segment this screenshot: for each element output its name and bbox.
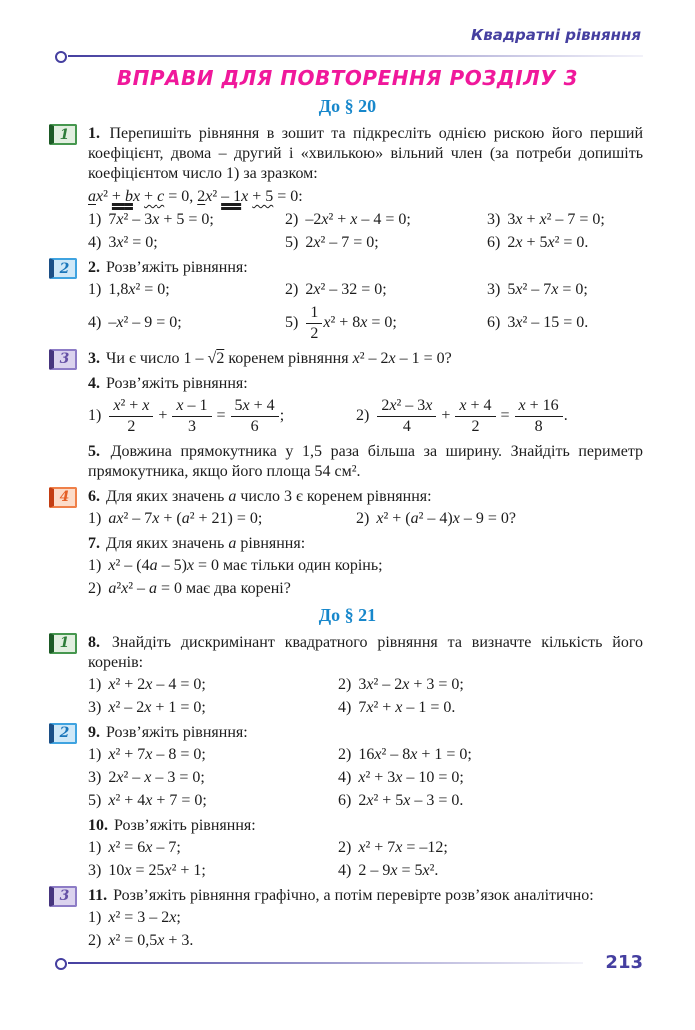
exercise-number: 2. xyxy=(88,259,104,276)
math-text: + xyxy=(437,406,455,424)
math-text: + 5 xyxy=(252,188,274,205)
item-label: 4) xyxy=(338,698,356,716)
difficulty-badge: 4 xyxy=(49,487,77,508)
math-text: ; xyxy=(279,406,285,424)
item-math xyxy=(108,396,285,435)
math-text: + c xyxy=(144,188,165,205)
item-math: x² = 3 – 2x; xyxy=(108,908,181,926)
exercises-area xyxy=(59,96,644,951)
fraction-denominator: 6 xyxy=(250,417,259,435)
item-math: x² – (4a – 5)x = 0 має тільки один корінь; xyxy=(108,556,383,574)
exercise-item xyxy=(88,233,285,253)
sample-equation xyxy=(88,187,643,207)
exercise-text xyxy=(88,349,643,369)
exercise-item xyxy=(487,280,643,300)
item-label: 3) xyxy=(88,698,106,716)
fraction-numerator: 5x + 4 xyxy=(231,397,279,417)
math-text: = 0: xyxy=(273,188,303,205)
section-heading: До § 20 xyxy=(318,96,377,116)
item-math: 3x² – 2x + 3 = 0; xyxy=(358,675,464,693)
item-math: 2x + 5x² = 0. xyxy=(507,234,589,251)
exercise-item xyxy=(356,396,643,437)
page-title: ВПРАВИ ДЛЯ ПОВТОРЕННЯ РОЗДІЛУ 3 xyxy=(116,66,579,90)
header-rule xyxy=(55,50,643,61)
exercise-number: 10. xyxy=(88,816,112,834)
item-grid xyxy=(88,280,643,344)
exercise-item xyxy=(338,791,643,811)
exercise-intro: Перепишіть рівняння в зошит та підкресліть однією рискою його перший коефіцієнт, двома – другий і «хвилькою» вільний член (за потреби допишіть коефіцієнтом число 1) за зразком: xyxy=(88,125,644,182)
exercise xyxy=(88,534,643,599)
exercise-text xyxy=(88,258,643,278)
fraction-numerator: 1 xyxy=(306,304,322,324)
exercise-item xyxy=(88,861,338,881)
exercise-intro: Для яких значень a рівняння: xyxy=(106,534,306,552)
math-text: x xyxy=(132,188,141,205)
exercise-text xyxy=(88,816,643,836)
item-label: 2) xyxy=(88,931,106,949)
exercise-number: 6. xyxy=(88,487,104,505)
item-label: 4) xyxy=(88,234,106,251)
exercise-text xyxy=(88,534,643,554)
math-text: 2 xyxy=(197,188,206,205)
difficulty-badge: 3 xyxy=(49,349,77,370)
exercise-item xyxy=(338,698,643,718)
rule-line xyxy=(68,962,583,964)
difficulty-badge: 1 xyxy=(49,633,77,654)
math-text: a xyxy=(88,188,96,205)
fraction xyxy=(231,397,279,436)
item-label: 2) xyxy=(338,675,356,693)
fraction xyxy=(172,397,211,436)
item-label: 4) xyxy=(338,861,356,879)
exercise-intro: Чи є число 1 – √2 коренем рівняння x² – 2x – 1 = 0? xyxy=(106,349,452,367)
item-math: 3x² = 0; xyxy=(108,234,158,251)
exercise-item xyxy=(285,303,487,344)
difficulty-badge: 2 xyxy=(49,723,77,744)
item-label: 6) xyxy=(487,314,505,332)
item-label: 1) xyxy=(88,908,106,926)
exercise-intro: Розв’яжіть рівняння: xyxy=(106,374,248,392)
exercise-item xyxy=(487,210,643,230)
item-math: 3x + x² – 7 = 0; xyxy=(507,211,605,228)
exercise-text xyxy=(88,374,643,394)
item-label: 4) xyxy=(88,314,106,332)
exercise-intro: Розв’яжіть рівняння: xyxy=(106,259,248,276)
exercise-item xyxy=(338,838,643,858)
exercise xyxy=(59,124,644,253)
exercise-item xyxy=(88,509,356,529)
item-math xyxy=(376,396,568,435)
exercise xyxy=(88,374,643,437)
item-math: x² + 2x – 4 = 0; xyxy=(108,675,206,693)
item-grid xyxy=(88,396,643,437)
exercise-item xyxy=(88,210,285,230)
exercise-item xyxy=(88,675,338,695)
item-grid xyxy=(88,210,643,253)
exercise-item xyxy=(88,579,643,599)
item-label: 1) xyxy=(88,838,106,856)
fraction xyxy=(306,304,322,343)
exercise-text xyxy=(88,124,643,207)
item-math: x² + 3x – 10 = 0; xyxy=(358,768,464,786)
exercise-text xyxy=(88,487,643,507)
fraction-denominator: 2 xyxy=(127,417,136,435)
item-math: ax² – 7x + (a² + 21) = 0; xyxy=(108,509,263,527)
item-label: 1) xyxy=(88,556,106,574)
fraction-denominator: 4 xyxy=(402,417,411,435)
rule-ring-icon xyxy=(55,51,67,63)
difficulty-badge: 3 xyxy=(49,886,77,907)
item-math xyxy=(305,304,397,342)
fraction-denominator: 2 xyxy=(471,417,480,435)
item-label: 3) xyxy=(487,211,505,228)
fraction-denominator: 3 xyxy=(187,417,196,435)
exercise-item xyxy=(356,509,643,529)
item-label: 1) xyxy=(88,281,106,298)
fraction-denominator: 8 xyxy=(534,417,543,435)
fraction-denominator: 2 xyxy=(310,324,319,342)
rule-ring-icon xyxy=(55,958,67,970)
exercise-item xyxy=(487,233,643,253)
exercise-number: 3. xyxy=(88,349,104,367)
item-label: 1) xyxy=(88,745,106,763)
fraction-numerator: x + 16 xyxy=(515,397,563,417)
item-label: 4) xyxy=(338,768,356,786)
item-grid xyxy=(88,838,643,881)
exercise-item xyxy=(285,233,487,253)
fraction-numerator: x² + x xyxy=(109,397,153,417)
math-text: x² xyxy=(205,188,218,205)
exercise-text xyxy=(88,886,643,906)
item-label: 1) xyxy=(88,509,106,527)
exercise-item xyxy=(88,931,643,951)
exercise-item xyxy=(88,280,285,300)
exercise-item xyxy=(88,768,338,788)
item-label: 2) xyxy=(338,838,356,856)
fraction xyxy=(109,397,153,436)
exercise-number: 11. xyxy=(88,886,112,904)
exercise-intro: Для яких значень a число 3 є коренем рівняння: xyxy=(106,487,432,505)
item-math: 2x² + 5x – 3 = 0. xyxy=(358,791,464,809)
exercise-item xyxy=(88,313,285,333)
exercise-item xyxy=(338,745,643,765)
item-label: 1) xyxy=(88,406,106,424)
exercise-intro: Знайдіть дискримінант квадратного рівняння та визначте кількість його коренів: xyxy=(88,633,644,671)
math-text: – 1 xyxy=(221,188,242,205)
page-number: 213 xyxy=(605,952,643,973)
exercise-item xyxy=(285,210,487,230)
item-math: –x² – 9 = 0; xyxy=(108,314,182,332)
exercise-number: 9. xyxy=(88,723,104,741)
exercise-number: 7. xyxy=(88,534,104,552)
fraction-numerator: 2x² – 3x xyxy=(377,397,436,417)
item-math: x² + 7x = –12; xyxy=(358,838,448,856)
item-grid xyxy=(88,745,643,811)
exercise xyxy=(59,349,643,369)
fraction xyxy=(455,397,495,436)
section-heading: До § 21 xyxy=(318,604,377,625)
difficulty-badge: 1 xyxy=(49,124,77,145)
item-math: 2x² – x – 3 = 0; xyxy=(108,768,205,786)
math-text: x xyxy=(241,188,249,205)
exercise xyxy=(88,816,643,881)
item-math: 5x² – 7x = 0; xyxy=(507,281,588,298)
exercise-intro: Довжина прямокутника у 1,5 раза більша за ширину. Знайдіть периметр прямокутника, якщо його площа 54 см². xyxy=(88,442,644,480)
item-label: 3) xyxy=(487,281,505,298)
item-label: 3) xyxy=(88,768,106,786)
item-label: 5) xyxy=(285,314,303,332)
item-math: x² + (a² – 4)x – 9 = 0? xyxy=(376,509,516,527)
exercise-item xyxy=(88,745,338,765)
item-math: 10x = 25x² + 1; xyxy=(108,861,206,879)
item-grid xyxy=(88,556,643,599)
exercise-item xyxy=(88,838,338,858)
exercise-item xyxy=(88,698,338,718)
exercise-item xyxy=(338,675,643,695)
item-math: 7x² + x – 1 = 0. xyxy=(358,698,456,716)
exercise-text xyxy=(88,442,643,482)
item-label: 2) xyxy=(356,406,374,424)
math-text: . xyxy=(563,406,568,424)
math-text: = 0, xyxy=(164,188,198,205)
exercise xyxy=(88,442,643,482)
item-label: 2) xyxy=(88,579,106,597)
math-text: = xyxy=(496,406,514,424)
item-label: 2) xyxy=(285,211,303,228)
exercise-item xyxy=(285,280,487,300)
item-label: 1) xyxy=(88,675,106,693)
item-label: 2) xyxy=(356,509,374,527)
exercise xyxy=(59,487,643,529)
fraction-numerator: x + 4 xyxy=(455,397,495,417)
item-math: a²x² – a = 0 має два корені? xyxy=(108,579,291,597)
item-math: x² = 6x – 7; xyxy=(108,838,181,856)
math-text: x² + 8x = 0; xyxy=(323,314,397,332)
exercise-item xyxy=(88,556,643,576)
item-math: 16x² – 8x + 1 = 0; xyxy=(358,745,472,763)
item-math: 2x² – 7 = 0; xyxy=(305,234,379,251)
math-text: + xyxy=(154,406,172,424)
item-label: 5) xyxy=(285,234,303,251)
exercise-number: 5. xyxy=(88,442,109,460)
item-math: x² + 4x + 7 = 0; xyxy=(108,791,207,809)
item-math: 2x² – 32 = 0; xyxy=(305,281,387,298)
exercise xyxy=(59,258,643,344)
item-label: 6) xyxy=(487,234,505,251)
item-math: 2 – 9x = 5x². xyxy=(358,861,439,879)
item-label: 1) xyxy=(88,211,106,228)
item-math: x² + 7x – 8 = 0; xyxy=(108,745,206,763)
item-grid xyxy=(88,675,643,718)
item-label: 5) xyxy=(88,791,106,809)
item-label: 2) xyxy=(285,281,303,298)
exercise-intro: Розв’яжіть рівняння графічно, а потім перевірте розв’язок аналітично: xyxy=(113,886,594,904)
exercise-number: 4. xyxy=(88,374,104,392)
item-math: x² = 0,5x + 3. xyxy=(108,931,194,949)
item-math: 3x² – 15 = 0. xyxy=(507,314,589,332)
exercise-item xyxy=(88,396,356,437)
math-text: = xyxy=(212,406,230,424)
exercise-number: 1. xyxy=(88,125,108,142)
exercise-item xyxy=(338,861,643,881)
item-label: 6) xyxy=(338,791,356,809)
exercise-intro: Розв’яжіть рівняння: xyxy=(114,816,256,834)
item-label: 2) xyxy=(338,745,356,763)
item-math: 7x² – 3x + 5 = 0; xyxy=(108,211,214,228)
exercise xyxy=(59,723,643,811)
exercise-number: 8. xyxy=(88,633,110,651)
exercise-item xyxy=(88,791,338,811)
running-title: Квадратні рівняння xyxy=(471,26,641,44)
item-math: 1,8x² = 0; xyxy=(108,281,170,298)
rule-line xyxy=(68,55,643,57)
exercise-item xyxy=(338,768,643,788)
exercise-item xyxy=(487,313,643,333)
exercise-text xyxy=(88,633,643,673)
fraction xyxy=(515,397,563,436)
item-grid xyxy=(88,509,643,529)
exercise-text xyxy=(88,723,643,743)
item-math: –2x² + x – 4 = 0; xyxy=(305,211,411,228)
fraction xyxy=(377,397,436,436)
item-grid xyxy=(88,908,643,951)
exercise-intro: Розв’яжіть рівняння: xyxy=(106,723,248,741)
item-math: x² – 2x + 1 = 0; xyxy=(108,698,206,716)
fraction-numerator: x – 1 xyxy=(172,397,211,417)
exercise xyxy=(59,886,643,951)
exercise xyxy=(59,633,644,718)
difficulty-badge: 2 xyxy=(49,258,77,279)
math-text: x² xyxy=(96,188,108,205)
exercise-item xyxy=(88,908,643,928)
footer-rule xyxy=(55,952,643,973)
item-label: 3) xyxy=(88,861,106,879)
math-text: + b xyxy=(111,188,133,205)
